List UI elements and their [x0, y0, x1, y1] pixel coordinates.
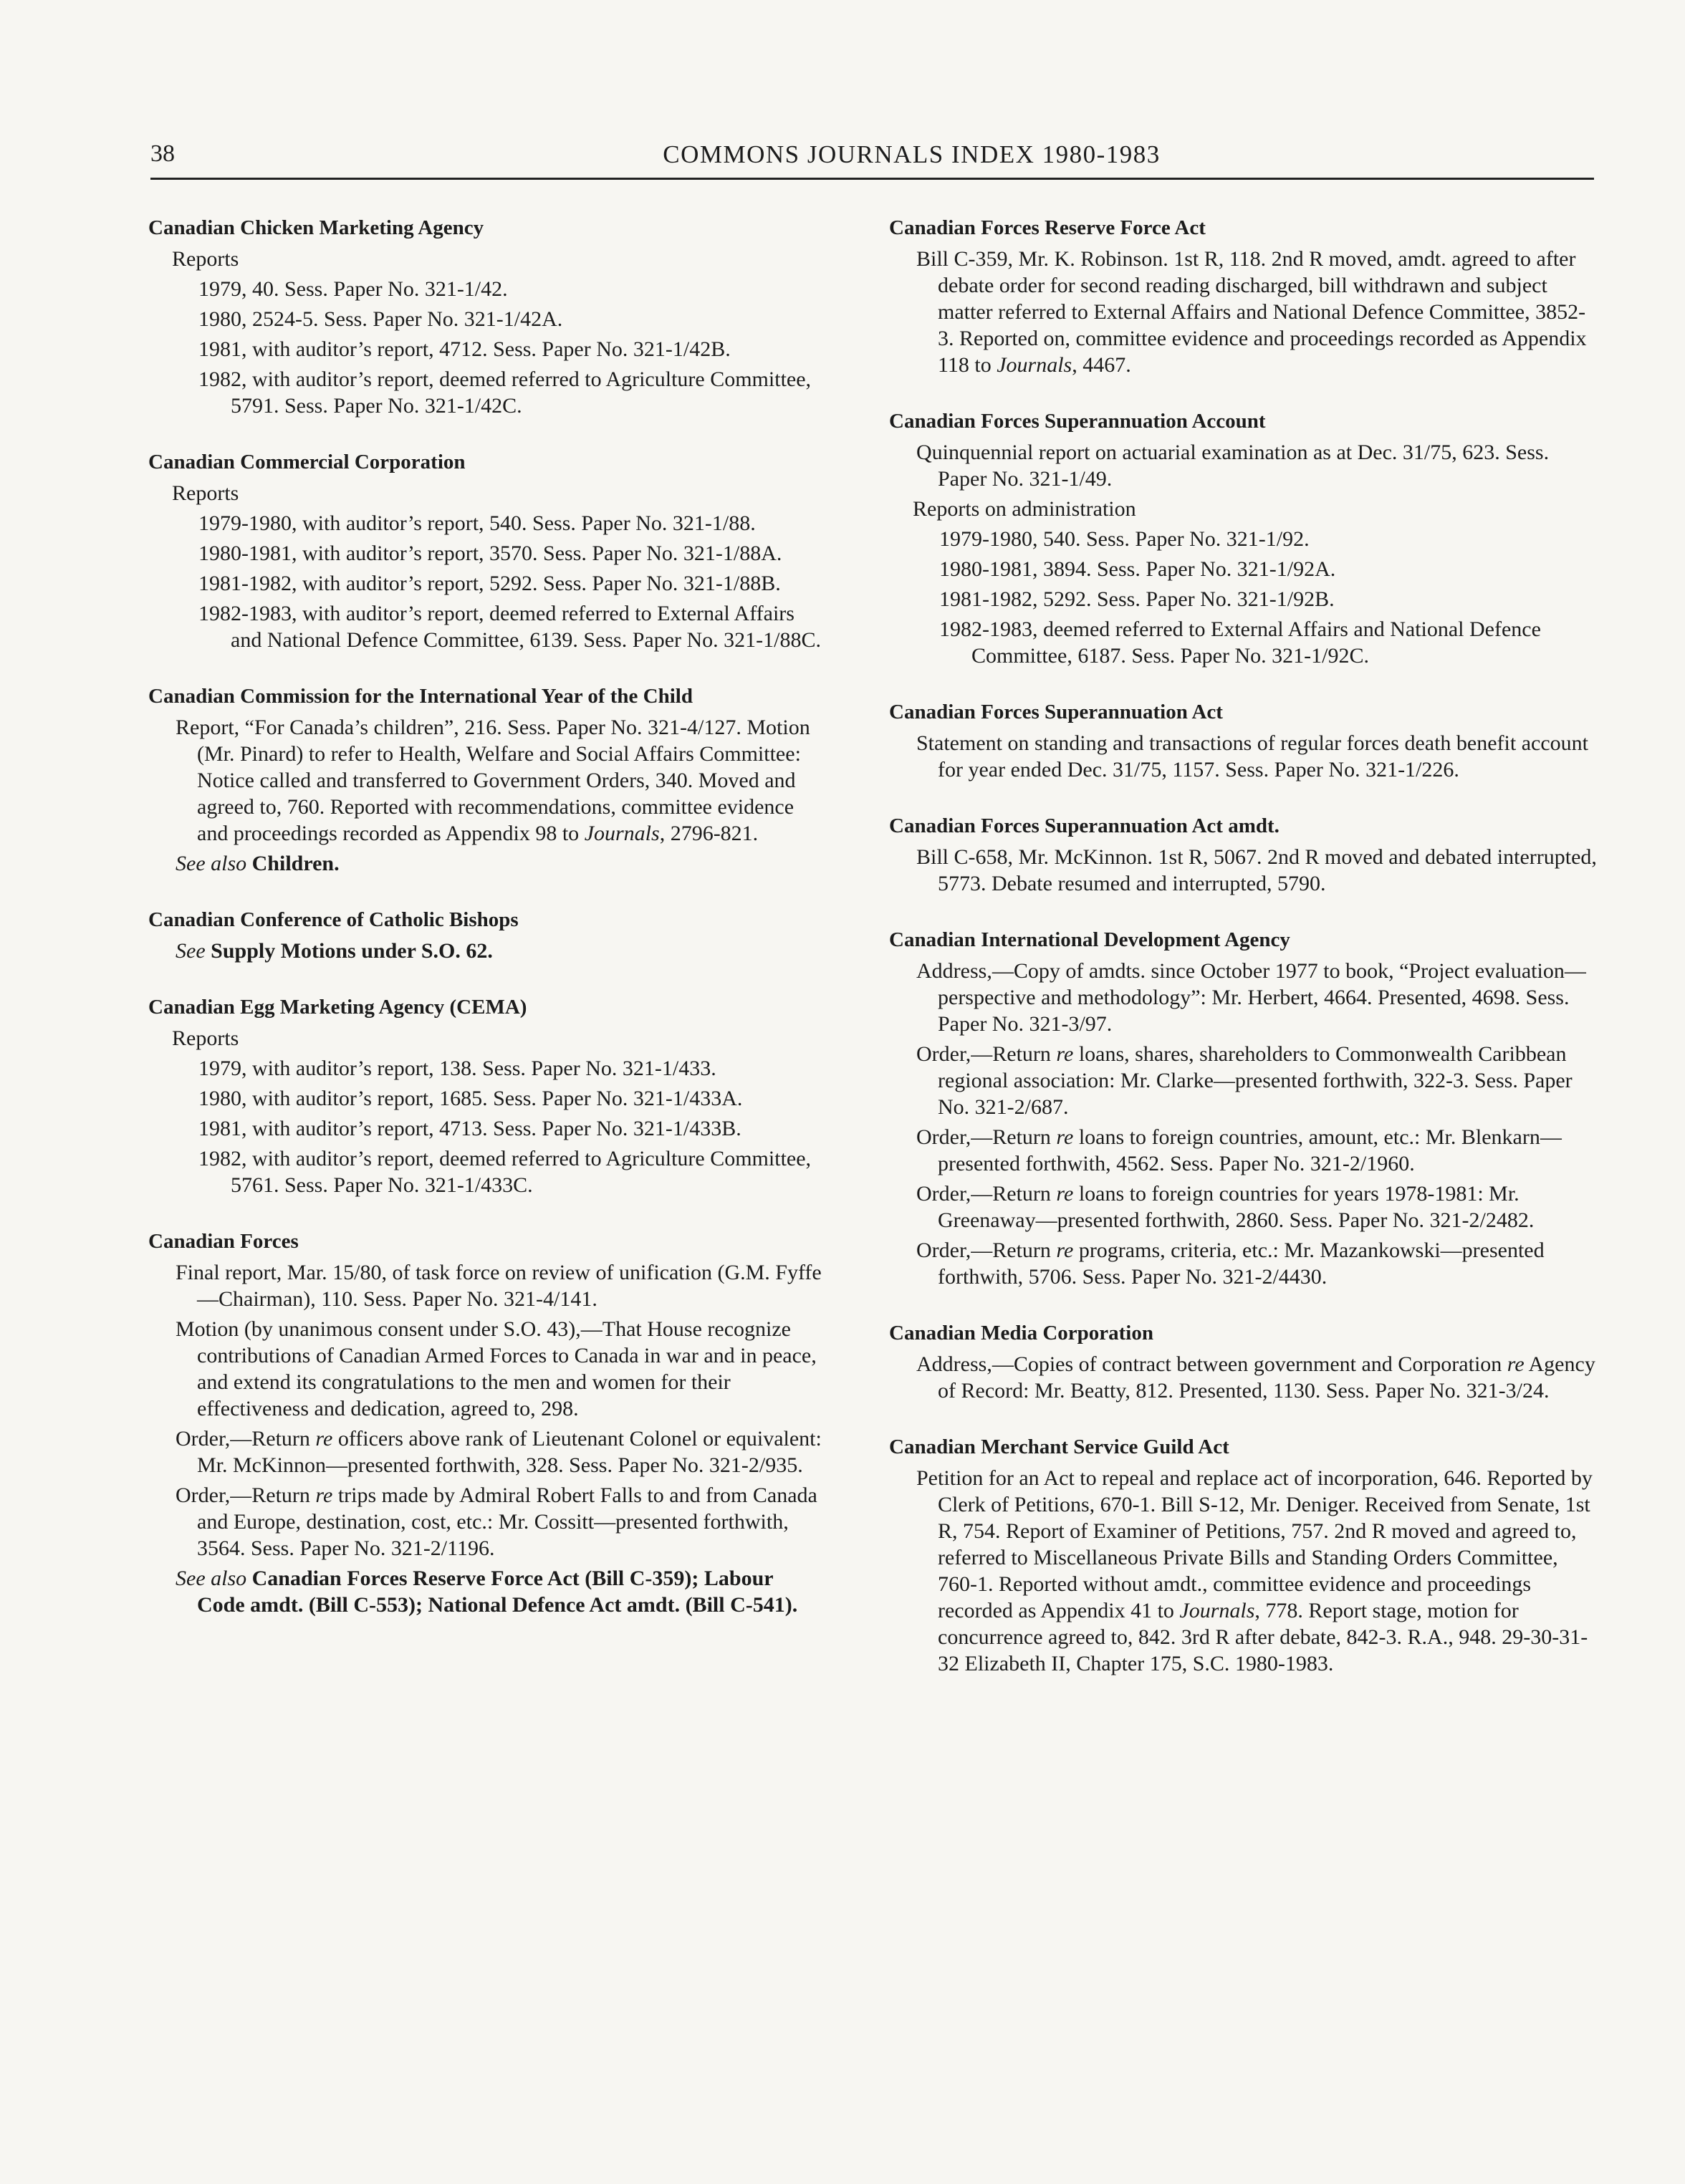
- entry-text: Order,—Return: [916, 1238, 1057, 1262]
- entry-line: 1979, 40. Sess. Paper No. 321-1/42.: [198, 277, 508, 301]
- italic-text: Journals: [997, 353, 1072, 377]
- italic-text: re: [315, 1427, 333, 1451]
- subheading: Reports on administration: [913, 497, 1136, 521]
- index-entry: [889, 813, 1598, 897]
- italic-text: Journals: [1179, 1599, 1255, 1622]
- entry-line: [889, 246, 1598, 378]
- entry-line: [148, 1425, 822, 1478]
- entry-text: , 2796-821.: [659, 822, 759, 845]
- entry-line: 1979, with auditor’s report, 138. Sess. Paper No. 321-1/433.: [198, 1057, 716, 1080]
- index-entry: [148, 907, 822, 964]
- see-target: Supply Motions under S.O. 62.: [211, 939, 493, 963]
- entry-heading: Canadian Chicken Marketing Agency: [148, 216, 484, 239]
- entry-text: , 4467.: [1072, 353, 1131, 377]
- entry-heading: Canadian Media Corporation: [889, 1322, 1153, 1344]
- subheading: Reports: [172, 1026, 239, 1050]
- left-column: [148, 215, 822, 1648]
- italic-text: re: [315, 1483, 333, 1507]
- entry-text: , 778. Report stage, motion for concurrence agreed to, 842. 3rd R after debate, 842-3. R.A., 948. 29-30-31-32 Elizabeth II, Chapter 175, S.C. 1980-1983.: [938, 1599, 1588, 1675]
- see-target: Children.: [251, 852, 340, 875]
- entry-heading: Canadian Commercial Corporation: [148, 451, 466, 473]
- entry-line: 1980, with auditor’s report, 1685. Sess. Paper No. 321-1/433A.: [198, 1087, 743, 1110]
- subheading: Reports: [172, 247, 239, 271]
- italic-text: re: [1056, 1125, 1074, 1149]
- index-entry: [148, 683, 822, 877]
- index-entry: [148, 449, 822, 653]
- entry-line: Bill C-658, Mr. McKinnon. 1st R, 5067. 2nd R moved and debated interrupted, 5773. Debate resumed and interrupted, 5790.: [916, 845, 1597, 895]
- entry-line: Quinquennial report on actuarial examination as at Dec. 31/75, 623. Sess. Paper No. 321-1/49.: [916, 441, 1550, 491]
- entry-heading: Canadian Forces: [148, 1230, 299, 1253]
- entry-heading: Canadian Egg Marketing Agency (CEMA): [148, 996, 527, 1019]
- entry-line: Address,—Copy of amdts. since October 1977 to book, “Project evaluation—perspective and methodology”: Mr. Herbert, 4664. Presented, 4698. Sess. Paper No. 321-3/97.: [916, 959, 1586, 1036]
- entry-heading: Canadian Merchant Service Guild Act: [889, 1435, 1229, 1458]
- running-title: COMMONS JOURNALS INDEX 1980-1983: [663, 140, 1161, 168]
- entry-line: Motion (by unanimous consent under S.O. 43),—That House recognize contributions of Canadian Armed Forces to Canada in war and in peace, and extend its congratulations to the men and women for their effectiveness and dedication, agreed to, 298.: [176, 1317, 817, 1420]
- index-entry: [148, 1228, 822, 1618]
- italic-text: re: [1056, 1238, 1074, 1262]
- entry-heading: Canadian International Development Agency: [889, 928, 1290, 951]
- index-entry: [889, 1434, 1598, 1677]
- entry-text: Order,—Return: [176, 1483, 316, 1507]
- entry-line: 1980-1981, with auditor’s report, 3570. Sess. Paper No. 321-1/88A.: [198, 542, 782, 565]
- italic-text: re: [1056, 1182, 1074, 1206]
- entry-line: [889, 1041, 1598, 1120]
- entry-line: 1980-1981, 3894. Sess. Paper No. 321-1/92A.: [939, 557, 1336, 581]
- see-also-ref: [148, 1565, 822, 1618]
- entry-line: 1981-1982, 5292. Sess. Paper No. 321-1/92B.: [939, 587, 1335, 611]
- index-entry: [889, 1320, 1598, 1404]
- entry-text: trips made by Admiral Robert Falls to and from Canada and Europe, destination, cost, etc.: Mr. Cossitt—presented forthwith, 3564. Sess. Paper No. 321-2/1196.: [197, 1483, 817, 1560]
- page-number: 38: [150, 140, 175, 167]
- see-also-ref: [148, 850, 822, 877]
- entry-text: loans to foreign countries, amount, etc.: Mr. Blenkarn—presented forthwith, 4562. Sess. Paper No. 321-2/1960.: [938, 1125, 1562, 1175]
- entry-line: [148, 714, 822, 847]
- entry-text: officers above rank of Lieutenant Colonel or equivalent: Mr. McKinnon—presented forthwith, 328. Sess. Paper No. 321-2/935.: [197, 1427, 822, 1477]
- entry-text: Order,—Return: [176, 1427, 316, 1451]
- entry-line: 1982-1983, with auditor’s report, deemed referred to External Affairs and National Defence Committee, 6139. Sess. Paper No. 321-1/88C.: [198, 602, 822, 652]
- entry-line: [148, 1482, 822, 1562]
- entry-heading: Canadian Commission for the International Year of the Child: [148, 685, 693, 708]
- entry-heading: Canadian Forces Superannuation Act: [889, 701, 1223, 723]
- see-label: See: [176, 939, 206, 963]
- entry-line: Statement on standing and transactions of regular forces death benefit account for year ended Dec. 31/75, 1157. Sess. Paper No. 321-1/226.: [916, 731, 1588, 781]
- entry-line: 1982-1983, deemed referred to External Affairs and National Defence Committee, 6187. Sess. Paper No. 321-1/92C.: [939, 617, 1541, 668]
- entry-heading: Canadian Forces Reserve Force Act: [889, 216, 1206, 239]
- see-target: Canadian Forces Reserve Force Act (Bill C-359); Labour Code amdt. (Bill C-553); National Defence Act amdt. (Bill C-541).: [197, 1567, 798, 1617]
- entry-text: Order,—Return: [916, 1042, 1057, 1066]
- entry-line: 1981, with auditor’s report, 4713. Sess. Paper No. 321-1/433B.: [198, 1117, 741, 1140]
- index-entry: [889, 927, 1598, 1290]
- entry-line: 1980, 2524-5. Sess. Paper No. 321-1/42A.: [198, 307, 563, 331]
- entry-line: 1982, with auditor’s report, deemed referred to Agriculture Committee, 5761. Sess. Paper No. 321-1/433C.: [198, 1147, 812, 1197]
- italic-text: re: [1507, 1352, 1525, 1376]
- entry-line: [889, 1124, 1598, 1177]
- index-entry: [889, 215, 1598, 378]
- see-label: See also: [176, 852, 247, 875]
- index-entry: [889, 408, 1598, 669]
- entry-line: 1979-1980, with auditor’s report, 540. Sess. Paper No. 321-1/88.: [198, 511, 756, 535]
- entry-line: Final report, Mar. 15/80, of task force on review of unification (G.M. Fyffe—Chairman), 110. Sess. Paper No. 321-4/141.: [176, 1261, 822, 1311]
- see-label: See also: [176, 1567, 247, 1590]
- entry-heading: Canadian Forces Superannuation Account: [889, 410, 1266, 433]
- entry-text: programs, criteria, etc.: Mr. Mazankowski—presented forthwith, 5706. Sess. Paper No. 321-2/4430.: [938, 1238, 1545, 1289]
- page-header: [150, 140, 1594, 180]
- entry-line: 1981-1982, with auditor’s report, 5292. Sess. Paper No. 321-1/88B.: [198, 572, 781, 595]
- entry-text: Order,—Return: [916, 1182, 1057, 1206]
- entry-line: [889, 1351, 1598, 1404]
- index-entry: [889, 699, 1598, 783]
- entry-text: Agency of Record: Mr. Beatty, 812. Presented, 1130. Sess. Paper No. 321-3/24.: [938, 1352, 1595, 1403]
- entry-text: loans, shares, shareholders to Commonwealth Caribbean regional association: Mr. Clarke—presented forthwith, 322-3. Sess. Paper No. 321-2/687.: [938, 1042, 1573, 1119]
- entry-text: Order,—Return: [916, 1125, 1057, 1149]
- entry-text: Address,—Copies of contract between government and Corporation: [916, 1352, 1507, 1376]
- entry-text: loans to foreign countries for years 1978-1981: Mr. Greenaway—presented forthwith, 2860. Sess. Paper No. 321-2/2482.: [938, 1182, 1535, 1232]
- entry-line: [889, 1180, 1598, 1233]
- subheading: Reports: [172, 481, 239, 505]
- entry-heading: Canadian Conference of Catholic Bishops: [148, 908, 519, 931]
- index-entry: [148, 994, 822, 1198]
- entry-text: Report, “For Canada’s children”, 216. Sess. Paper No. 321-4/127. Motion (Mr. Pinard) to refer to Health, Welfare and Social Affairs Committee: Notice called and transferred to Government Orders, 340. Moved and agreed to, 760. Reported with recommendations, committee evidence and proceedings recorded as Appendix 98 to: [176, 716, 810, 845]
- italic-text: re: [1056, 1042, 1074, 1066]
- entry-heading: Canadian Forces Superannuation Act amdt.: [889, 814, 1280, 837]
- index-entry: [148, 215, 822, 419]
- right-column: [889, 215, 1598, 1707]
- entry-text: Bill C-359, Mr. K. Robinson. 1st R, 118. 2nd R moved, amdt. agreed to after debate order for second reading discharged, bill withdrawn and subject matter referred to External Affairs and National Defence Committee, 3852-3. Reported on, committee evidence and proceedings recorded as Appendix 118 to: [916, 247, 1587, 377]
- italic-text: Journals: [584, 822, 660, 845]
- entry-text: Petition for an Act to repeal and replace act of incorporation, 646. Reported by Clerk of Petitions, 670-1. Bill S-12, Mr. Deniger. Received from Senate, 1st R, 754. Report of Examiner of Petitions, 757. 2nd R moved and agreed to, referred to Miscellaneous Private Bills and Standing Orders Committee, 760-1. Reported without amdt., committee evidence and proceedings recorded as Appendix 41 to: [916, 1466, 1593, 1622]
- entry-line: [889, 1237, 1598, 1290]
- entry-line: 1982, with auditor’s report, deemed referred to Agriculture Committee, 5791. Sess. Paper No. 321-1/42C.: [198, 367, 812, 418]
- entry-line: 1979-1980, 540. Sess. Paper No. 321-1/92.: [939, 527, 1310, 551]
- entry-line: [889, 1465, 1598, 1677]
- see-ref: [148, 938, 822, 964]
- entry-line: 1981, with auditor’s report, 4712. Sess. Paper No. 321-1/42B.: [198, 337, 731, 361]
